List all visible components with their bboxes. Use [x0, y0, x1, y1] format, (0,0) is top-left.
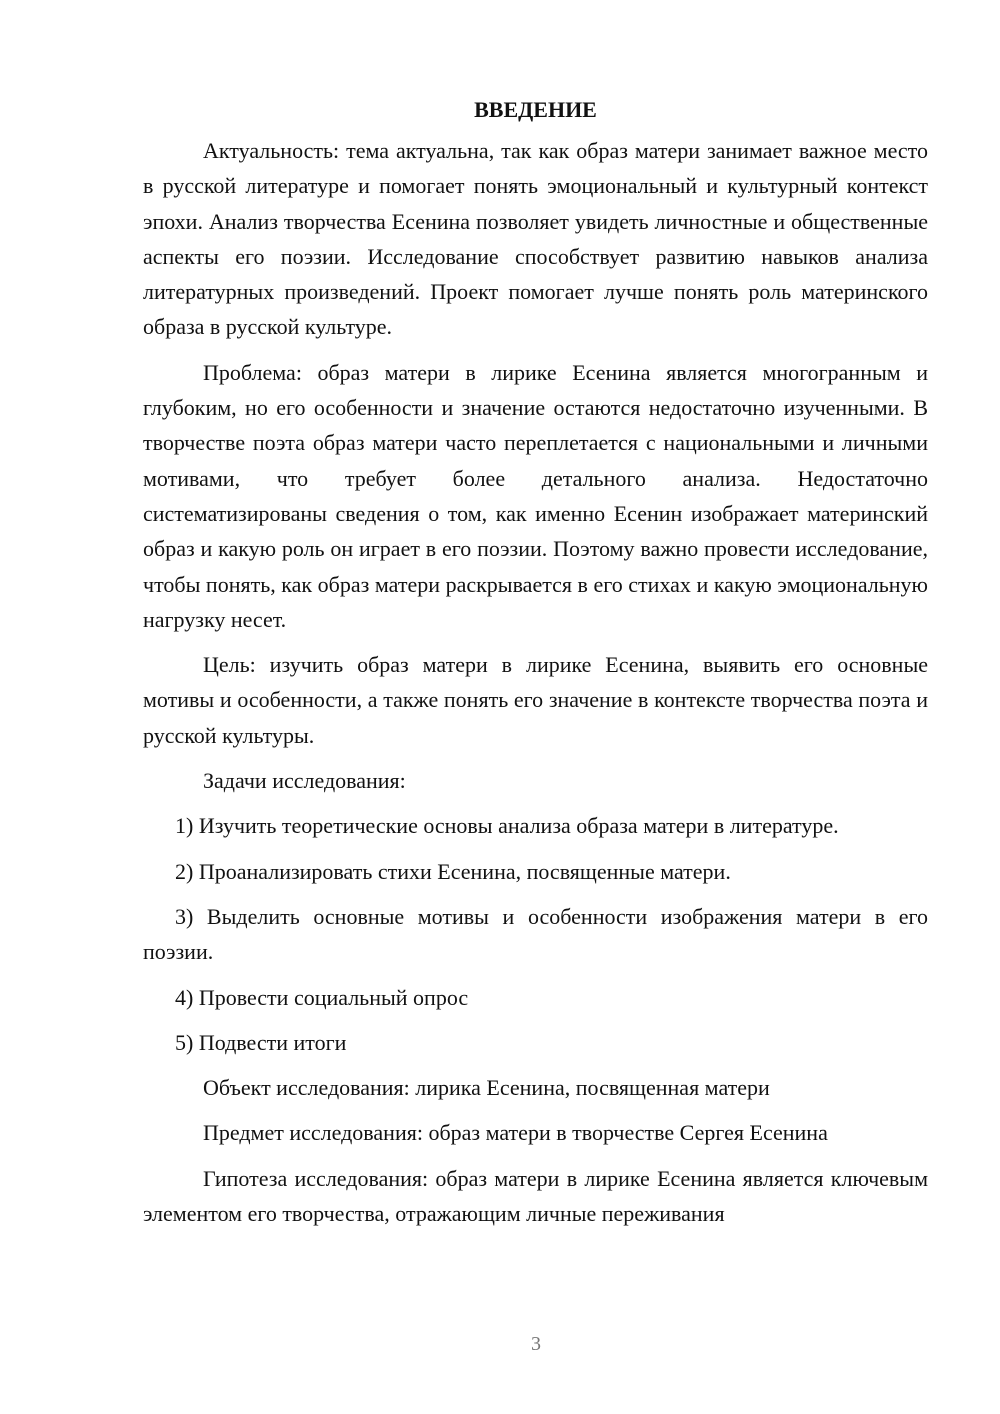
research-subject-paragraph: Предмет исследования: образ матери в творчестве Сергея Есенина — [203, 1120, 828, 1146]
task-item-1: 1) Изучить теоретические основы анализа образа матери в литературе. — [175, 813, 839, 839]
goal-paragraph: Цель: изучить образ матери в лирике Есенина, выявить его основные мотивы и особенности, а также понять его значение в контексте творчества поэта и русской культуры. — [143, 652, 928, 748]
problem-paragraph: Проблема: образ матери в лирике Есенина является многогранным и глубоким, но его особенности и значение остаются недостаточно изученными. В творчестве поэта образ матери часто переплетается с национальными и личными мотивами, что требует более детального анализа. Недостаточно систематизированы сведения о том, как именно Есенин изображает материнский образ и какую роль он играет в его поэзии. Поэтому важно провести исследование, чтобы понять, как образ матери раскрывается в его стихах и какую эмоциональную нагрузку несет. — [143, 359, 928, 632]
relevance-paragraph: Актуальность: тема актуальна, так как образ матери занимает важное место в русской литературе и помогает понять эмоциональный и культурный контекст эпохи. Анализ творчества Есенина позволяет увидеть личностные и общественные аспекты его поэзии. Исследование способствует развитию навыков анализа литературных произведений. Проект помогает лучше понять роль материнского образа в русской культуре. — [143, 138, 928, 340]
task-item-5: 5) Подвести итоги — [175, 1029, 347, 1055]
page-number: 3 — [531, 1333, 541, 1355]
page-content — [143, 92, 928, 1241]
task-item-2: 2) Проанализировать стихи Есенина, посвященные матери. — [175, 858, 731, 884]
task-item-4: 4) Провести социальный опрос — [175, 984, 469, 1010]
hypothesis-paragraph: Гипотеза исследования: образ матери в лирике Есенина является ключевым элементом его творчества, отражающим личные переживания — [143, 1165, 928, 1227]
task-item-3: 3) Выделить основные мотивы и особенности изображения матери в его поэзии. — [143, 903, 928, 965]
research-object-paragraph: Объект исследования: лирика Есенина, посвященная матери — [203, 1075, 770, 1101]
tasks-title: Задачи исследования: — [203, 768, 406, 794]
section-heading: ВВЕДЕНИЕ — [474, 97, 597, 122]
